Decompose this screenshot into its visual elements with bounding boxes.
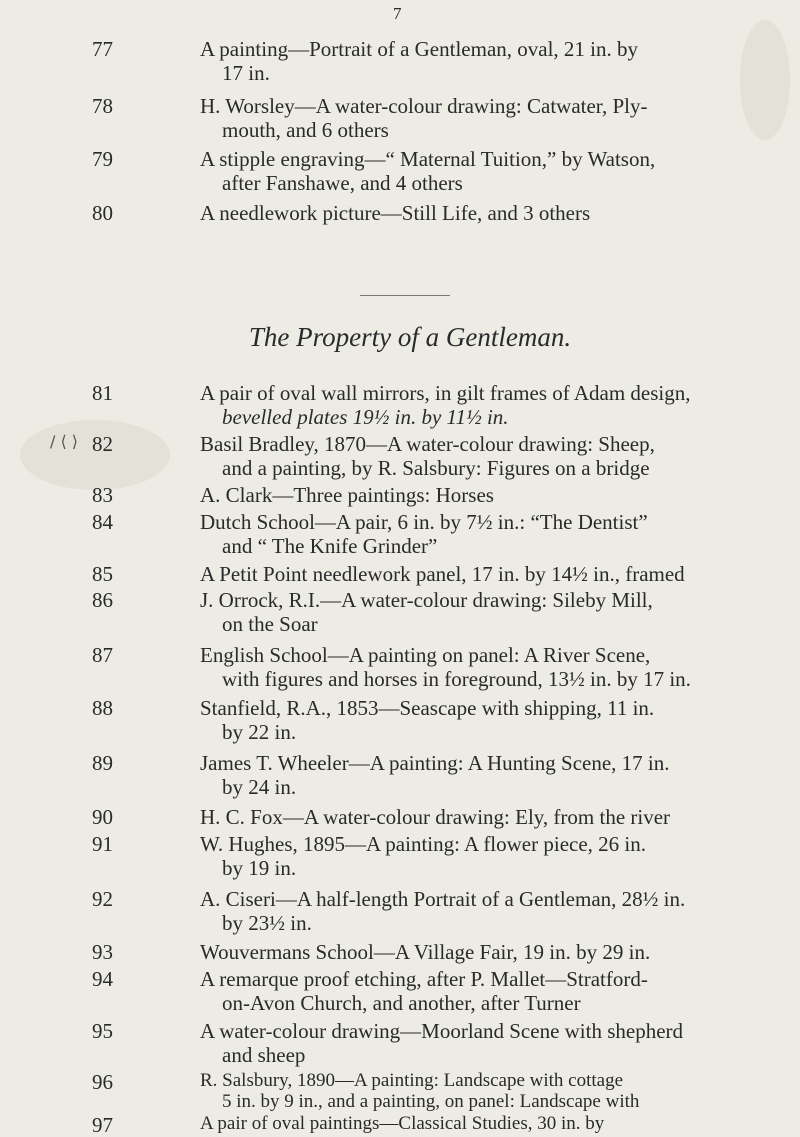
lot-line: English School—A painting on panel: A River Scene, (200, 643, 651, 667)
lot-line: A pair of oval wall mirrors, in gilt frames of Adam design, (200, 381, 691, 405)
lot-description (200, 1019, 785, 1067)
lot-line: R. Salsbury, 1890—A painting: Landscape with cottage (200, 1070, 624, 1091)
lot-description (200, 37, 785, 85)
lot-line: mouth, and 6 others (222, 118, 389, 142)
lot-number: 79 (92, 147, 113, 171)
lot-line: A painting—Portrait of a Gentleman, oval, 21 in. by (200, 37, 639, 61)
lot-line: A stipple engraving—“ Maternal Tuition,” by Watson, (200, 147, 656, 171)
lot-number: 90 (92, 805, 113, 829)
lot-line: Dutch School—A pair, 6 in. by 7½ in.: “The Dentist” (200, 510, 648, 534)
lot-number: 95 (92, 1019, 113, 1043)
lot-line: by 24 in. (222, 775, 297, 799)
lot-line: and “ The Knife Grinder” (222, 534, 438, 558)
lot-description (200, 94, 785, 142)
section-divider (360, 295, 450, 296)
lot-number: 88 (92, 696, 113, 720)
lot-description (200, 643, 785, 691)
lot-description (200, 832, 785, 880)
lot-line: W. Hughes, 1895—A painting: A flower piece, 26 in. (200, 832, 647, 856)
lot-description (200, 483, 785, 507)
lot-description (200, 201, 785, 225)
lot-description (200, 1070, 785, 1112)
lot-line: 5 in. by 9 in., and a painting, on panel: Landscape with (222, 1091, 640, 1112)
lot-description (200, 967, 785, 1015)
lot-line: 17 in. (222, 61, 270, 85)
lot-line: bevelled plates 19½ in. by 11½ in. (222, 405, 509, 429)
lot-number: 82 (92, 432, 113, 456)
lot-line: A needlework picture—Still Life, and 3 others (200, 201, 591, 225)
lot-line: Stanfield, R.A., 1853—Seascape with shipping, 11 in. (200, 696, 655, 720)
lot-number: 83 (92, 483, 113, 507)
lot-line: H. C. Fox—A water-colour drawing: Ely, from the river (200, 805, 671, 829)
page-mark: 7 (393, 4, 402, 23)
lot-number: 92 (92, 887, 113, 911)
lot-number: 84 (92, 510, 113, 534)
lot-line: A. Ciseri—A half-length Portrait of a Gentleman, 28½ in. (200, 887, 686, 911)
lot-line: by 23½ in. (222, 911, 312, 935)
lot-line: James T. Wheeler—A painting: A Hunting Scene, 17 in. (200, 751, 670, 775)
lot-line: Wouvermans School—A Village Fair, 19 in. by 29 in. (200, 940, 651, 964)
lot-number: 80 (92, 201, 113, 225)
lot-number: 81 (92, 381, 113, 405)
lot-number: 89 (92, 751, 113, 775)
lot-description (200, 1113, 785, 1134)
lot-description (200, 588, 785, 636)
lot-description (200, 751, 785, 799)
lot-line: by 19 in. (222, 856, 297, 880)
lot-line: Basil Bradley, 1870—A water-colour drawing: Sheep, (200, 432, 655, 456)
lot-number: 85 (92, 562, 113, 586)
lot-description (200, 562, 785, 586)
lot-description (200, 510, 785, 558)
lot-line: A pair of oval paintings—Classical Studies, 30 in. by (200, 1113, 605, 1134)
lot-number: 94 (92, 967, 113, 991)
lot-description (200, 805, 785, 829)
lot-description (200, 696, 785, 744)
lot-line: on-Avon Church, and another, after Turner (222, 991, 581, 1015)
lot-description (200, 887, 785, 935)
lot-description (200, 940, 785, 964)
lot-number: 96 (92, 1070, 113, 1094)
lot-line: A. Clark—Three paintings: Horses (200, 483, 494, 507)
lot-number: 77 (92, 37, 113, 61)
lot-line: on the Soar (222, 612, 318, 636)
lot-line: A Petit Point needlework panel, 17 in. by 14½ in., framed (200, 562, 685, 586)
lot-line: and sheep (222, 1043, 306, 1067)
lot-description (200, 381, 785, 429)
lot-line: and a painting, by R. Salsbury: Figures on a bridge (222, 456, 650, 480)
lot-line: H. Worsley—A water-colour drawing: Catwater, Ply- (200, 94, 648, 118)
lot-description (200, 147, 785, 195)
lot-line: J. Orrock, R.I.—A water-colour drawing: Sileby Mill, (200, 588, 653, 612)
lot-line: after Fanshawe, and 4 others (222, 171, 463, 195)
lot-line: A water-colour drawing—Moorland Scene with shepherd (200, 1019, 684, 1043)
lot-number: 87 (92, 643, 113, 667)
lot-line: with figures and horses in foreground, 13½ in. by 17 in. (222, 667, 691, 691)
section-heading: The Property of a Gentleman. (248, 322, 572, 352)
pencil-annotation: ∕ ⟨ ⟩ (50, 432, 79, 451)
lot-line: A remarque proof etching, after P. Mallet—Stratford- (200, 967, 648, 991)
lot-number: 97 (92, 1113, 113, 1137)
lot-number: 93 (92, 940, 113, 964)
lot-description (200, 432, 785, 480)
lot-number: 78 (92, 94, 113, 118)
lot-number: 91 (92, 832, 113, 856)
lot-line: by 22 in. (222, 720, 297, 744)
lot-number: 86 (92, 588, 113, 612)
